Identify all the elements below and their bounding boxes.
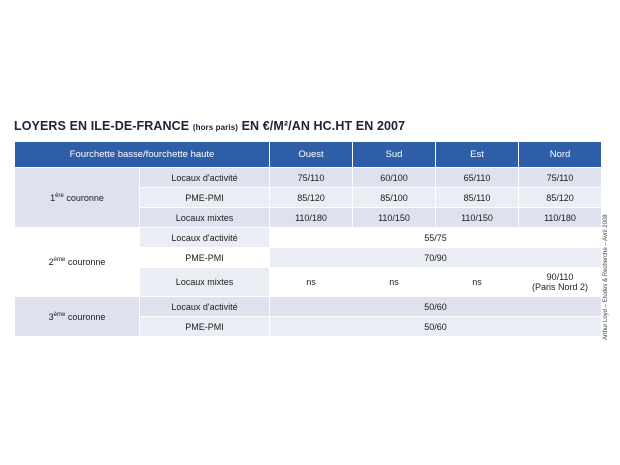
table-title [14, 119, 405, 133]
title-small: (hors paris) [192, 123, 239, 132]
row-type: PME-PMI [140, 248, 270, 268]
row-type: Locaux mixtes [140, 268, 270, 297]
group-label: 1ère couronne [15, 168, 140, 228]
header-col-est: Est [436, 142, 519, 168]
cell-value: ns [353, 268, 436, 297]
merged-value: 50/60 [270, 317, 602, 337]
cell-value: 90/110 (Paris Nord 2) [519, 268, 602, 297]
title-main: LOYERS EN ILE-DE-FRANCE [14, 119, 190, 133]
row-type: PME-PMI [140, 188, 270, 208]
table-row [15, 297, 602, 317]
rent-table [14, 141, 602, 337]
row-type: Locaux d'activité [140, 297, 270, 317]
header-range: Fourchette basse/fourchette haute [15, 142, 270, 168]
cell-value: 85/100 [353, 188, 436, 208]
merged-value: 50/60 [270, 297, 602, 317]
row-type: Locaux d'activité [140, 168, 270, 188]
credit-note: Arthur Loyd – Etudes & Recherche – Avril 2008 [603, 214, 609, 340]
group-label: 3ème couronne [15, 297, 140, 337]
title-rest: EN €/M²/AN HC.HT EN 2007 [241, 119, 406, 133]
table-row [15, 168, 602, 188]
cell-value: 110/150 [436, 208, 519, 228]
cell-value: 85/120 [270, 188, 353, 208]
header-col-ouest: Ouest [270, 142, 353, 168]
cell-value: 75/110 [519, 168, 602, 188]
header-col-sud: Sud [353, 142, 436, 168]
header-col-nord: Nord [519, 142, 602, 168]
group-label: 2ème couronne [15, 228, 140, 297]
cell-value: 65/110 [436, 168, 519, 188]
merged-value: 70/90 [270, 248, 602, 268]
cell-value: 85/120 [519, 188, 602, 208]
row-type: PME-PMI [140, 317, 270, 337]
cell-value: 75/110 [270, 168, 353, 188]
table-row [15, 228, 602, 248]
cell-value: 110/180 [270, 208, 353, 228]
cell-value: ns [270, 268, 353, 297]
row-type: Locaux d'activité [140, 228, 270, 248]
cell-value: 85/110 [436, 188, 519, 208]
cell-value: 110/150 [353, 208, 436, 228]
header-row [15, 142, 602, 168]
row-type: Locaux mixtes [140, 208, 270, 228]
cell-value: ns [436, 268, 519, 297]
merged-value: 55/75 [270, 228, 602, 248]
cell-value: 110/180 [519, 208, 602, 228]
cell-value: 60/100 [353, 168, 436, 188]
